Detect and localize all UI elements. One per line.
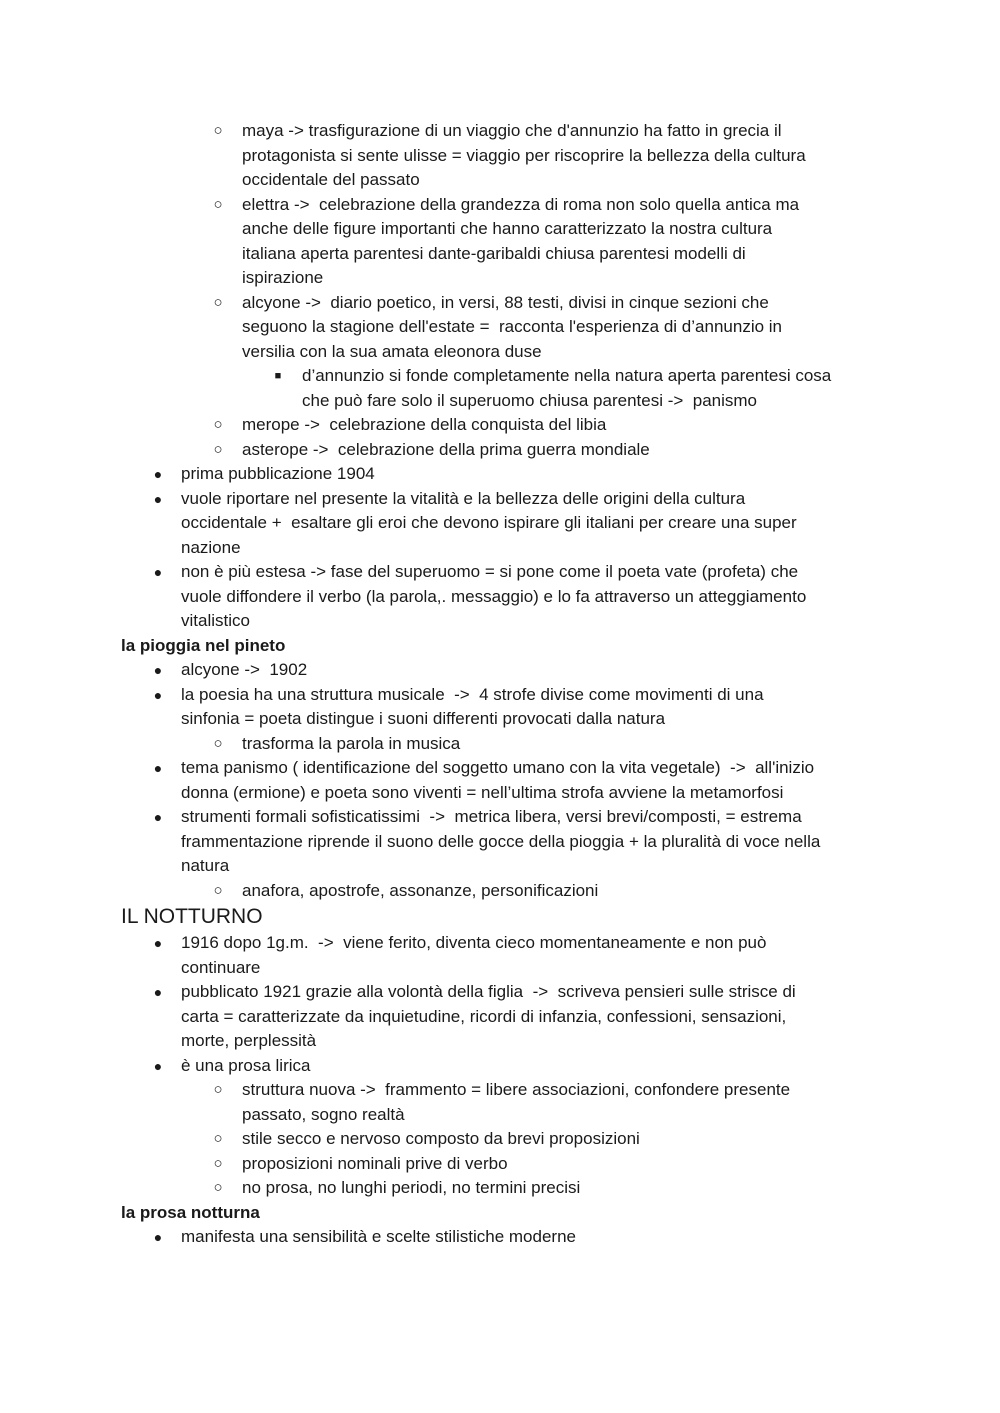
list-item-level-1 [0, 756, 1000, 781]
line-text: elettra -> celebrazione della grandezza di roma non solo quella antica ma [242, 194, 800, 214]
line-text: prima pubblicazione 1904 [181, 464, 375, 483]
list-item-continuation [0, 854, 1000, 879]
filled-circle-bullet-icon: ● [153, 984, 163, 1000]
list-item-level-2 [0, 1152, 1000, 1177]
list-item-continuation [0, 830, 1000, 855]
hollow-circle-bullet-icon: ○ [213, 1179, 223, 1196]
line-text: merope -> celebrazione della conquista del libia [242, 415, 607, 434]
filled-circle-bullet-icon: ● [153, 564, 163, 580]
list-item-continuation [0, 585, 1000, 610]
hollow-circle-bullet-icon: ○ [213, 416, 223, 433]
line-text: sinfonia = poeta distingue i suoni differenti provocati dalla natura [181, 709, 666, 728]
filled-circle-bullet-icon: ● [153, 490, 163, 507]
line-text: occidentale del passato [242, 170, 420, 189]
line-text: la pioggia nel pineto [121, 635, 286, 655]
line-text: alcyone -> diario poetico, in versi, 88 testi, divisi in cinque sezioni che [242, 292, 769, 312]
line-text: proposizioni nominali prive di verbo [242, 1153, 508, 1173]
list-item-continuation [0, 707, 1000, 732]
line-text: stile secco e nervoso composto da brevi proposizioni [242, 1129, 640, 1148]
list-item-level-2 [0, 413, 1000, 438]
document-body [0, 119, 1000, 1250]
line-text: vuole riportare nel presente la vitalità e la bellezza delle origini della cultura [181, 488, 746, 508]
chapter-heading [0, 903, 1000, 931]
list-item-level-1 [0, 487, 1000, 512]
filled-circle-bullet-icon: ● [153, 662, 163, 678]
list-item-level-2 [0, 291, 1000, 316]
line-text: strumenti formali sofisticatissimi -> metrica libera, versi brevi/composti, = estrema [181, 807, 802, 826]
hollow-circle-bullet-icon: ○ [213, 1154, 223, 1172]
section-heading [0, 634, 1000, 659]
list-item-continuation [0, 389, 1000, 414]
hollow-circle-bullet-icon: ○ [213, 1130, 223, 1147]
list-item-level-1 [0, 462, 1000, 487]
line-text: non è più estesa -> fase del superuomo = si pone come il poeta vate (profeta) che [181, 562, 799, 581]
hollow-circle-bullet-icon: ○ [213, 734, 223, 752]
line-text: donna (ermione) e poeta sono viventi = nell’ultima strofa avviene la metamorfosi [181, 782, 784, 802]
line-text: IL NOTTURNO [121, 905, 263, 928]
line-text: asterope -> celebrazione della prima guerra mondiale [242, 439, 650, 459]
filled-circle-bullet-icon: ● [153, 935, 163, 951]
line-text: d’annunzio si fonde completamente nella natura aperta parentesi cosa [302, 366, 832, 385]
list-item-continuation [0, 536, 1000, 561]
list-item-level-2 [0, 879, 1000, 904]
line-text: continuare [181, 957, 261, 977]
filled-circle-bullet-icon: ● [153, 760, 163, 776]
line-text: carta = caratterizzate da inquietudine, ricordi di infanzia, confessioni, sensazioni, [181, 1006, 787, 1026]
list-item-continuation [0, 781, 1000, 806]
line-text: passato, sogno realtà [242, 1104, 405, 1124]
line-text: occidentale + esaltare gli eroi che devono ispirare gli italiani per creare una super [181, 513, 797, 532]
list-item-level-2 [0, 438, 1000, 463]
line-text: la poesia ha una struttura musicale -> 4 strofe divise come movimenti di una [181, 684, 764, 704]
list-item-level-2 [0, 1078, 1000, 1103]
list-item-level-2 [0, 119, 1000, 144]
line-text: anafora, apostrofe, assonanze, personificazioni [242, 880, 599, 900]
filled-circle-bullet-icon: ● [153, 1057, 163, 1074]
hollow-circle-bullet-icon: ○ [213, 1081, 223, 1098]
filled-circle-bullet-icon: ● [153, 1229, 163, 1245]
line-text: versilia con la sua amata eleonora duse [242, 341, 542, 361]
line-text: struttura nuova -> frammento = libere associazioni, confondere presente [242, 1080, 791, 1099]
list-item-continuation [0, 340, 1000, 365]
list-item-level-2 [0, 1176, 1000, 1201]
filled-circle-bullet-icon: ● [153, 466, 163, 482]
list-item-level-2 [0, 1127, 1000, 1152]
list-item-level-1 [0, 805, 1000, 830]
line-text: natura [181, 856, 230, 875]
line-text: vitalistico [181, 611, 250, 630]
line-text: trasforma la parola in musica [242, 733, 461, 753]
line-text: nazione [181, 537, 241, 557]
list-item-level-1 [0, 560, 1000, 585]
list-item-continuation [0, 242, 1000, 267]
hollow-circle-bullet-icon: ○ [213, 293, 223, 311]
line-text: pubblicato 1921 grazie alla volontà della figlia -> scriveva pensieri sulle strisce di [181, 982, 796, 1001]
line-text: tema panismo ( identificazione del soggetto umano con la vita vegetale) -> all'inizio [181, 758, 815, 777]
list-item-continuation [0, 1029, 1000, 1054]
filled-circle-bullet-icon: ● [153, 686, 163, 703]
list-item-level-3 [0, 364, 1000, 389]
list-item-continuation [0, 1005, 1000, 1030]
list-item-level-1 [0, 658, 1000, 683]
hollow-circle-bullet-icon: ○ [213, 122, 223, 139]
line-text: maya -> trasfigurazione di un viaggio che d'annunzio ha fatto in grecia il [242, 121, 782, 140]
line-text: vuole diffondere il verbo (la parola,. messaggio) e lo fa attraverso un atteggiamento [181, 586, 807, 606]
list-item-level-1 [0, 1054, 1000, 1079]
line-text: protagonista si sente ulisse = viaggio per riscoprire la bellezza della cultura [242, 145, 806, 165]
list-item-level-1 [0, 980, 1000, 1005]
line-text: è una prosa lirica [181, 1055, 311, 1075]
line-text: la prosa notturna [121, 1202, 260, 1222]
list-item-continuation [0, 315, 1000, 340]
square-bullet-icon: ■ [274, 370, 282, 382]
list-item-level-2 [0, 732, 1000, 757]
line-text: anche delle figure importanti che hanno caratterizzato la nostra cultura [242, 219, 773, 238]
line-text: frammentazione riprende il suono delle gocce della pioggia + la pluralità di voce nella [181, 831, 821, 851]
list-item-level-1 [0, 1225, 1000, 1250]
line-text: italiana aperta parentesi dante-garibaldi chiusa parentesi modelli di [242, 243, 746, 263]
line-text: no prosa, no lunghi periodi, no termini precisi [242, 1178, 581, 1197]
hollow-circle-bullet-icon: ○ [213, 881, 223, 899]
list-item-continuation [0, 511, 1000, 536]
hollow-circle-bullet-icon: ○ [213, 440, 223, 458]
list-item-level-1 [0, 931, 1000, 956]
line-text: 1916 dopo 1g.m. -> viene ferito, diventa cieco momentaneamente e non può [181, 933, 767, 952]
section-heading [0, 1201, 1000, 1226]
line-text: ispirazione [242, 268, 324, 287]
filled-circle-bullet-icon: ● [153, 809, 163, 825]
list-item-continuation [0, 168, 1000, 193]
list-item-continuation [0, 956, 1000, 981]
list-item-continuation [0, 1103, 1000, 1128]
list-item-continuation [0, 217, 1000, 242]
line-text: alcyone -> 1902 [181, 660, 308, 679]
list-item-continuation [0, 266, 1000, 291]
line-text: che può fare solo il superuomo chiusa parentesi -> panismo [302, 390, 758, 410]
list-item-continuation [0, 609, 1000, 634]
list-item-continuation [0, 144, 1000, 169]
hollow-circle-bullet-icon: ○ [213, 195, 223, 213]
list-item-level-1 [0, 683, 1000, 708]
line-text: manifesta una sensibilità e scelte stilistiche moderne [181, 1227, 576, 1246]
line-text: seguono la stagione dell'estate = racconta l'esperienza di d’annunzio in [242, 317, 782, 336]
list-item-level-2 [0, 193, 1000, 218]
line-text: morte, perplessità [181, 1031, 317, 1050]
